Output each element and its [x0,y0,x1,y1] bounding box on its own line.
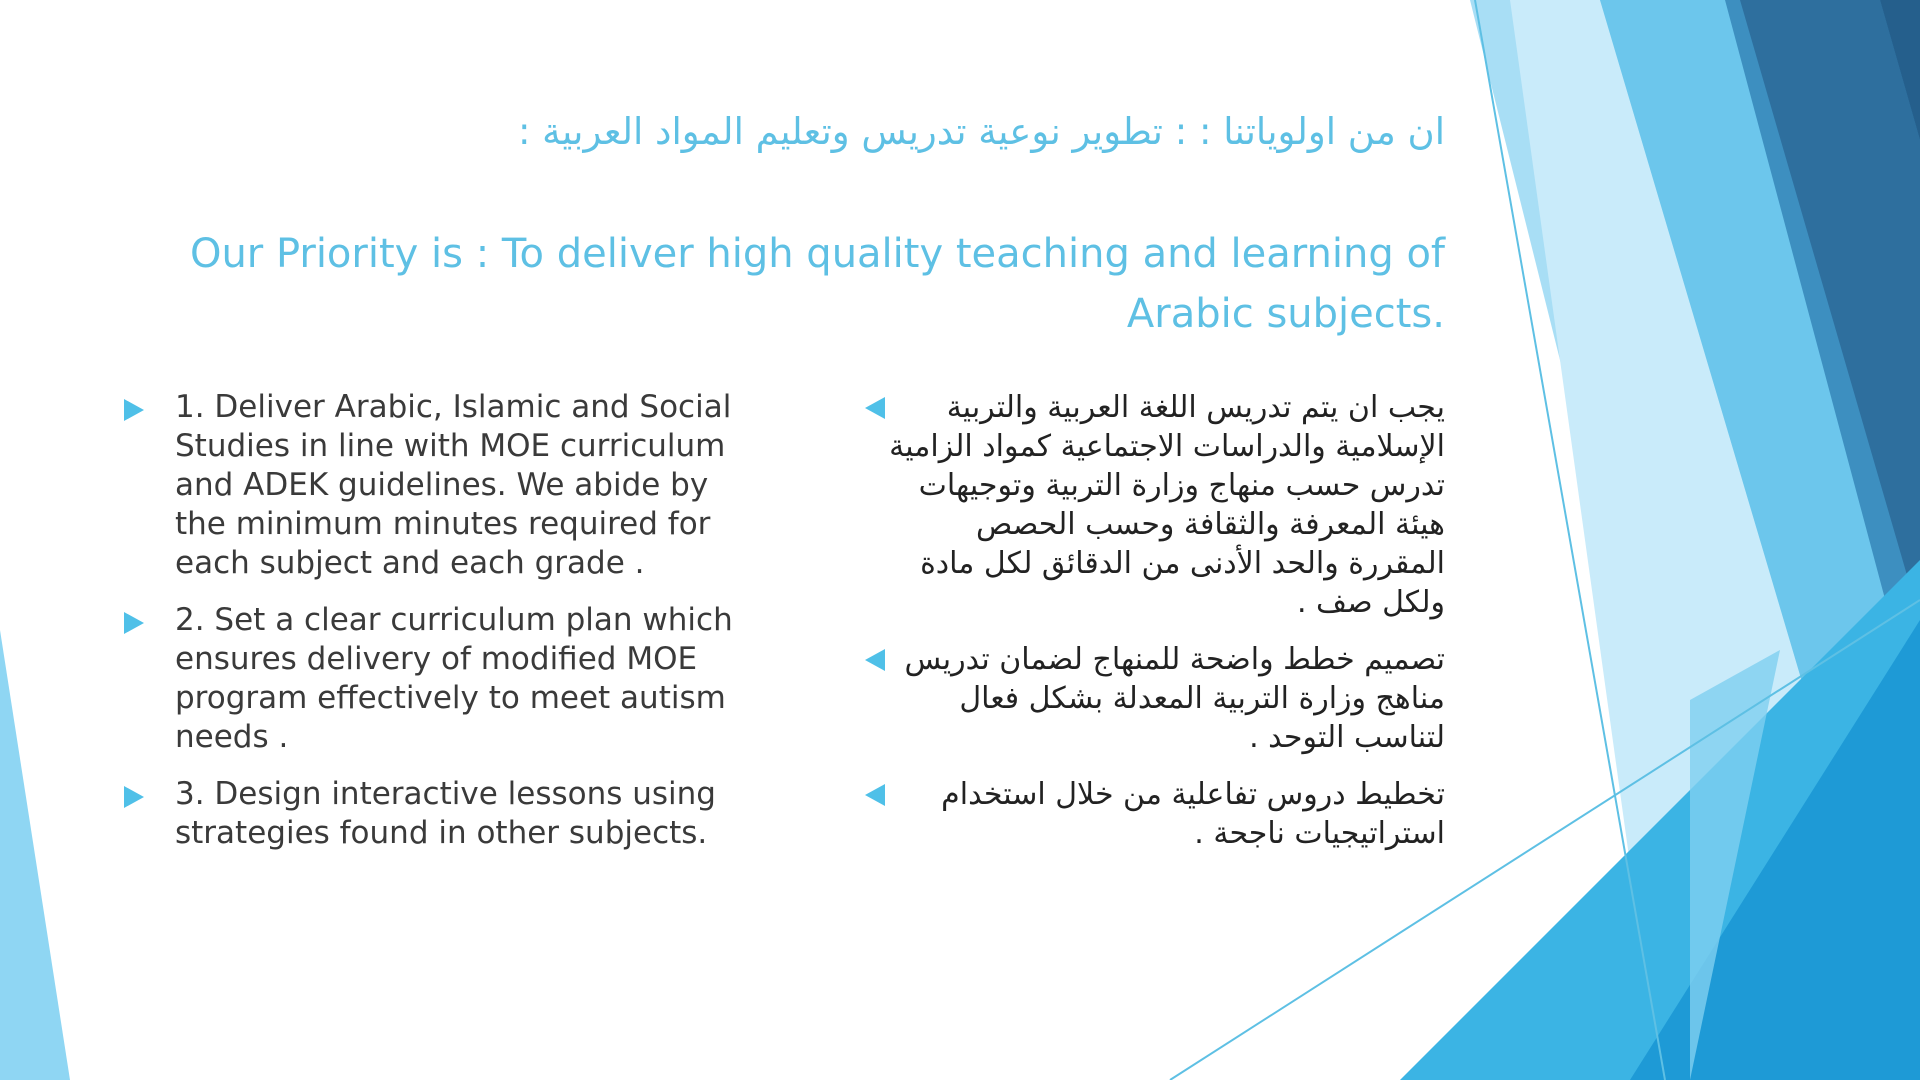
english-points-list [120,388,760,871]
triangle-bullet-icon [124,612,144,634]
title-arabic: ان من اولوياتنا : : تطوير نوعية تدريس وتعليم المواد العربية : [517,110,1445,153]
list-item [120,601,760,757]
list-item-text: يجب ان يتم تدريس اللغة العربية والتربية الإسلامية والدراسات الاجتماعية كمواد الزامية تدرس حسب منهاج وزارة التربية وتوجيهات هيئة المعرفة والثقافة وحسب الحصص المقررة والحد الأدنى من الدقائق لكل مادة ولكل صف . [889,390,1445,620]
list-item [120,775,760,853]
list-item-text: 2. Set a clear curriculum plan which ensures delivery of modified MOE program effectively to meet autism needs . [175,602,733,755]
triangle-bullet-icon [124,399,144,421]
list-item [745,775,1445,853]
list-item [745,640,1445,757]
triangle-bullet-icon [865,397,885,419]
triangle-bullet-icon [124,786,144,808]
list-item-text: 3. Design interactive lessons using strategies found in other subjects. [175,776,716,851]
list-item [745,388,1445,622]
left-accent-shape [0,630,70,1080]
list-item-text: تخطيط دروس تفاعلية من خلال استخدام استراتيجيات ناجحة . [941,777,1445,851]
triangle-bullet-icon [865,784,885,806]
arabic-points-list [745,388,1445,871]
list-item-text: 1. Deliver Arabic, Islamic and Social Studies in line with MOE curriculum and ADEK guidelines. We abide by the minimum minutes required for each subject and each grade . [175,389,732,581]
list-item [120,388,760,583]
title-english: Our Priority is : To deliver high quality teaching and learning of Arabic subjects. [189,231,1445,337]
triangle-bullet-icon [865,649,885,671]
list-item-text: تصميم خطط واضحة للمنهاج لضمان تدريس مناهج وزارة التربية المعدلة بشكل فعال لتناسب التوحد . [904,642,1445,755]
